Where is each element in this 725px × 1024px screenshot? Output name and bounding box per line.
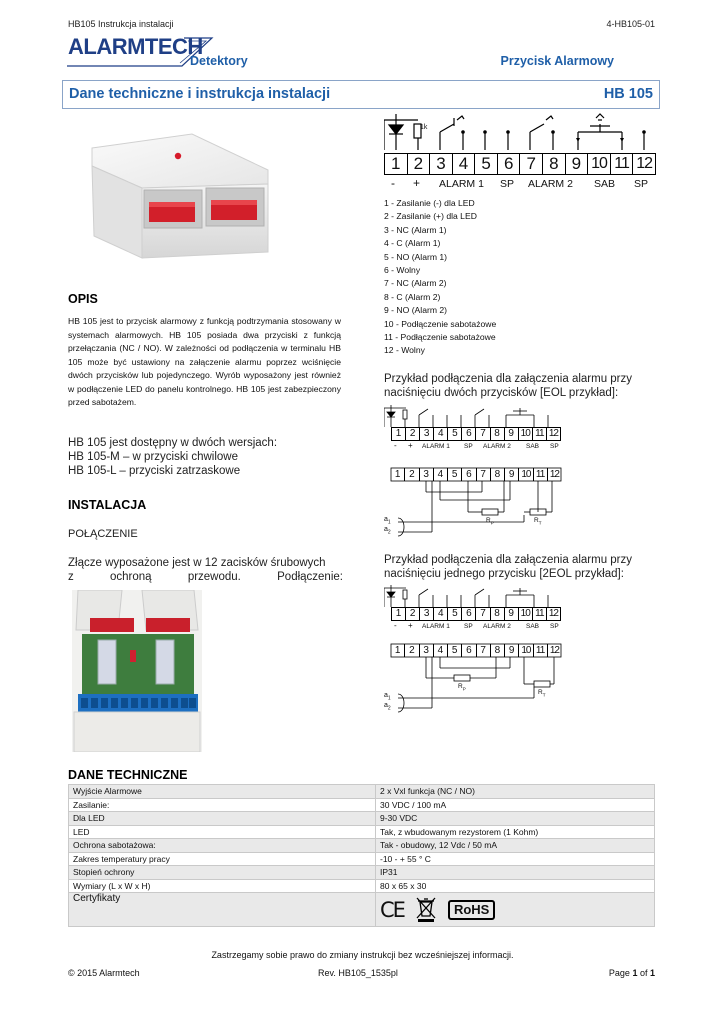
rt-sub: T	[542, 692, 546, 698]
spec-value: 2 x Vxl funkcja (NC / NO)	[376, 785, 655, 799]
wire-label-a2-text: a	[384, 702, 388, 709]
wire-label-a1-text: a	[384, 516, 388, 523]
title-bar	[62, 80, 660, 109]
rt-text: R	[538, 689, 543, 696]
caption-line: naciśnięciu jednego przycisku [2EOL przykład]:	[384, 568, 624, 580]
terminal-number: 9	[505, 644, 519, 657]
footer-notice: Zastrzegamy sobie prawo do zmiany instrukcji bez wcześniejszej informacji.	[211, 950, 514, 960]
wire-label-a1	[384, 516, 391, 525]
table-row	[69, 852, 655, 866]
terminal-label-alarm2: ALARM 2	[483, 623, 511, 630]
wire-label-a1-sub: 1	[387, 519, 391, 526]
wire-label-a1-sub: 1	[387, 695, 391, 702]
terminal-number: 7	[477, 468, 491, 481]
word: z	[68, 571, 74, 583]
spec-label: Certyfikaty	[69, 893, 376, 927]
table-row	[69, 839, 655, 853]
terminal-number: 6	[462, 468, 476, 481]
certificates-cell	[376, 893, 655, 927]
pin-item: 11 - Podłączenie sabotażowe	[384, 332, 496, 343]
terminal-number: 6	[462, 644, 476, 657]
wire-label-a1	[384, 692, 391, 701]
terminal-number: 8	[491, 428, 505, 440]
terminal-label-sab: SAB	[594, 178, 616, 190]
pin-item: 8 - C (Alarm 2)	[384, 291, 441, 302]
terminal-number: 7	[476, 428, 490, 440]
terminal-number: 4	[453, 154, 476, 174]
page-text: Page	[608, 968, 633, 978]
terminal-number: 2	[405, 468, 419, 481]
footer-copyright: © 2015 Alarmtech	[68, 968, 140, 978]
terminal-block-lower	[391, 644, 561, 657]
terminal-number: 12	[548, 428, 558, 439]
pin-item: 12 - Wolny	[384, 345, 425, 356]
terminal-label-sp2: SP	[634, 178, 649, 190]
terminal-label-alarm1: ALARM 1	[422, 623, 450, 630]
versions-line: HB 105-L – przyciski zatrzaskowe	[68, 465, 241, 477]
terminal-number: 10	[519, 644, 533, 657]
resistor-rp-label	[486, 517, 494, 525]
terminal-diagram	[384, 110, 659, 196]
rp-text: R	[486, 517, 491, 524]
terminal-number: 11	[534, 468, 548, 481]
header-doc-code: 4-HB105-01	[606, 19, 655, 29]
tech-table	[68, 784, 655, 927]
terminal-number: 1	[391, 644, 405, 657]
caption-line: Przykład podłączenia dla załączenia alarmu przy	[384, 554, 633, 566]
terminal-number: 5	[475, 154, 498, 174]
wire-label-a2	[384, 526, 391, 535]
terminal-number: 2	[406, 428, 420, 440]
table-row	[69, 866, 655, 880]
wiring-diagram-eol	[384, 400, 574, 540]
terminal-label-alarm2: ALARM 2	[483, 443, 511, 450]
page-text: of	[637, 968, 650, 978]
wire-label-a2-sub: 2	[387, 529, 391, 536]
tech-heading: DANE TECHNICZNE	[68, 768, 188, 782]
table-row	[69, 812, 655, 826]
caption-line: naciśnięciu dwóch przycisków [EOL przykład]:	[384, 387, 619, 399]
page-title: Dane techniczne i instrukcja instalacji	[69, 86, 331, 102]
pcb-photo	[72, 590, 202, 752]
resistor-label: 1k	[420, 124, 428, 131]
terminal-label-sp2: SP	[550, 623, 559, 630]
terminal-number: 6	[498, 154, 521, 174]
terminal-number: 8	[491, 608, 505, 620]
terminal-number: 2	[406, 608, 420, 620]
terminal-number: 8	[543, 154, 566, 174]
spec-label: Ochrona sabotażowa:	[69, 839, 376, 853]
terminal-number: 4	[434, 428, 448, 440]
terminal-number: 5	[448, 608, 462, 620]
terminal-label-sp: SP	[464, 623, 473, 630]
spec-value: -10 - + 55 ° C	[376, 852, 655, 866]
example2-caption	[384, 553, 632, 581]
terminal-number: 7	[476, 608, 490, 620]
terminal-number: 8	[491, 644, 505, 657]
terminal-label-plus: +	[413, 176, 421, 190]
terminal-label-sp2: SP	[550, 443, 559, 450]
pin-item: 7 - NC (Alarm 2)	[384, 278, 447, 289]
pin-item: 10 - Podłączenie sabotażowe	[384, 318, 497, 329]
terminal-label-minus: -	[394, 441, 397, 450]
spec-label: Stopień ochrony	[69, 866, 376, 880]
terminal-number: 6	[462, 428, 476, 440]
terminal-label-alarm1: ALARM 1	[439, 178, 484, 190]
table-row	[69, 825, 655, 839]
terminal-block-small	[391, 427, 561, 441]
wire-label-a1-text: a	[384, 692, 388, 699]
terminal-number: 8	[491, 468, 505, 481]
pin-item: 9 - NO (Alarm 2)	[384, 305, 448, 316]
table-row	[69, 798, 655, 812]
terminal-number: 5	[448, 644, 462, 657]
word: przewodu.	[187, 571, 241, 583]
instalacja-line: Złącze wyposażone jest w 12 zacisków śrubowych	[68, 557, 326, 569]
spec-label: Wyjście Alarmowe	[69, 785, 376, 799]
spec-label: Zasilanie:	[69, 798, 376, 812]
terminal-number: 3	[430, 154, 453, 174]
pin-item: 4 - C (Alarm 1)	[384, 238, 441, 249]
terminal-number: 9	[566, 154, 589, 174]
word: ochroną	[110, 571, 152, 583]
terminal-number: 7	[520, 154, 543, 174]
terminal-number: 3	[420, 428, 434, 440]
spec-value: IP31	[376, 866, 655, 880]
terminal-number: 11	[611, 154, 634, 174]
terminal-number: 12	[549, 469, 559, 480]
terminal-label-alarm1: ALARM 1	[422, 443, 450, 450]
terminal-label-sp: SP	[500, 178, 515, 190]
terminal-number: 4	[434, 468, 448, 481]
weee-bin-icon	[416, 896, 436, 924]
terminal-number: 12	[636, 155, 653, 172]
header-doc-name: HB105 Instrukcja instalacji	[68, 19, 174, 29]
terminal-label-plus: +	[408, 441, 413, 450]
pin-item: 6 - Wolny	[384, 265, 421, 276]
terminal-number: 12	[548, 608, 558, 619]
terminal-number: 1	[392, 428, 406, 440]
instalacja-text	[68, 556, 343, 584]
terminal-number: 11	[533, 428, 547, 440]
spec-label: Zakres temperatury pracy	[69, 852, 376, 866]
terminal-label-minus: -	[394, 621, 397, 630]
terminal-number: 10	[519, 468, 533, 481]
wire-label-a2-sub: 2	[387, 705, 391, 712]
resistor-rt-label	[538, 689, 545, 697]
terminal-number: 12	[549, 645, 559, 656]
pin-item: 5 - NO (Alarm 1)	[384, 251, 448, 262]
terminal-number: 2	[405, 644, 419, 657]
rp-sub: P	[490, 520, 494, 526]
instalacja-line-justified	[68, 570, 343, 584]
pin-list	[384, 197, 496, 358]
spec-value: 80 x 65 x 30	[376, 879, 655, 893]
terminal-label-sp: SP	[464, 443, 473, 450]
rohs-mark-icon: RoHS	[448, 900, 495, 920]
terminal-number: 3	[420, 468, 434, 481]
terminal-number: 2	[408, 154, 431, 174]
terminal-number: 5	[448, 428, 462, 440]
terminal-label-minus: -	[391, 176, 395, 190]
rt-text: R	[534, 517, 539, 524]
resistor-rt-label	[534, 517, 541, 525]
terminal-number: 10	[588, 154, 611, 174]
spec-value: Tak - obudowy, 12 Vdc / 50 mA	[376, 839, 655, 853]
rt-sub: T	[538, 520, 542, 526]
header-product: Przycisk Alarmowy	[500, 54, 614, 68]
versions-line: HB 105-M – w przyciski chwilowe	[68, 451, 238, 463]
terminal-number: 9	[505, 428, 519, 440]
terminal-block-small	[391, 607, 561, 621]
product-photo	[82, 126, 272, 276]
header-category: Detektory	[190, 54, 248, 68]
terminal-number: 11	[533, 608, 547, 620]
spec-value: 30 VDC / 100 mA	[376, 798, 655, 812]
rp-text: R	[458, 683, 463, 690]
terminal-number: 11	[534, 644, 548, 657]
footer-page-number	[609, 968, 655, 978]
ce-mark-icon: CE	[380, 897, 404, 922]
terminal-label-sab: SAB	[526, 623, 540, 630]
terminal-number: 9	[505, 608, 519, 620]
opis-paragraph: HB 105 jest to przycisk alarmowy z funkcją podtrzymania stosowany w systemach alarmowych. HB 105 posiada dwa przyciski z funkcją przełączania (NC / NO). W zależności od podłączenia w terminalu HB 105 może być ustawiony na załączenie alarmu poprzez wciśnięcie dwóch przycisków lub pojedynczego. Wyrób wyposażony jest również w podłączenie LED do panelu kontrolnego. HB 105 jest zabezpieczony przed sabotażem.	[68, 316, 341, 407]
caption-line: Przykład podłączenia dla załączenia alarmu przy	[384, 373, 633, 385]
terminal-number: 10	[519, 608, 533, 620]
terminal-label-alarm2: ALARM 2	[528, 178, 573, 190]
terminal-number: 1	[392, 608, 406, 620]
page-total: 1	[649, 968, 655, 978]
table-row-certificates	[69, 893, 655, 927]
terminal-number: 4	[434, 644, 448, 657]
footer-revision: Rev. HB105_1535pl	[318, 968, 398, 978]
terminal-block	[384, 153, 656, 175]
terminal-number: 7	[477, 644, 491, 657]
wire-label-a2-text: a	[384, 526, 388, 533]
versions-block	[68, 436, 277, 478]
terminal-label-plus: +	[408, 621, 413, 630]
pin-item: 2 - Zasilanie (+) dla LED	[384, 211, 477, 222]
spec-value: Tak, z wbudowanym rezystorem (1 Kohm)	[376, 825, 655, 839]
versions-line: HB 105 jest dostępny w dwóch wersjach:	[68, 437, 278, 449]
pin-item: 3 - NC (Alarm 1)	[384, 224, 447, 235]
terminal-number: 3	[420, 644, 434, 657]
spec-label: Wymiary (L x W x H)	[69, 879, 376, 893]
terminal-number: 1	[391, 468, 405, 481]
table-row	[69, 785, 655, 799]
terminal-number: 10	[519, 428, 533, 440]
logo-text: ALARMTECH	[68, 34, 203, 59]
terminal-number: 4	[434, 608, 448, 620]
rp-sub: P	[462, 686, 466, 692]
terminal-label-sab: SAB	[526, 443, 540, 450]
opis-heading: OPIS	[68, 292, 98, 306]
terminal-number: 1	[385, 154, 408, 174]
resistor-rp-label	[458, 683, 466, 691]
example1-caption	[384, 372, 632, 400]
terminal-number: 5	[448, 468, 462, 481]
terminal-number: 9	[505, 468, 519, 481]
terminal-number: 3	[420, 608, 434, 620]
word: Podłączenie:	[277, 571, 343, 583]
page-current: 1	[632, 968, 638, 978]
polaczenie-subheading: POŁĄCZENIE	[68, 528, 138, 540]
spec-value: 9-30 VDC	[376, 812, 655, 826]
spec-label: LED	[69, 825, 376, 839]
terminal-number: 6	[462, 608, 476, 620]
pin-item: 1 - Zasilanie (-) dla LED	[384, 198, 475, 208]
spec-label: Dla LED	[69, 812, 376, 826]
wiring-diagram-2eol	[384, 580, 574, 720]
terminal-block-lower	[391, 468, 561, 481]
wire-label-a2	[384, 702, 391, 711]
instalacja-heading: INSTALACJA	[68, 498, 147, 512]
model-title: HB 105	[603, 86, 653, 102]
table-row	[69, 879, 655, 893]
